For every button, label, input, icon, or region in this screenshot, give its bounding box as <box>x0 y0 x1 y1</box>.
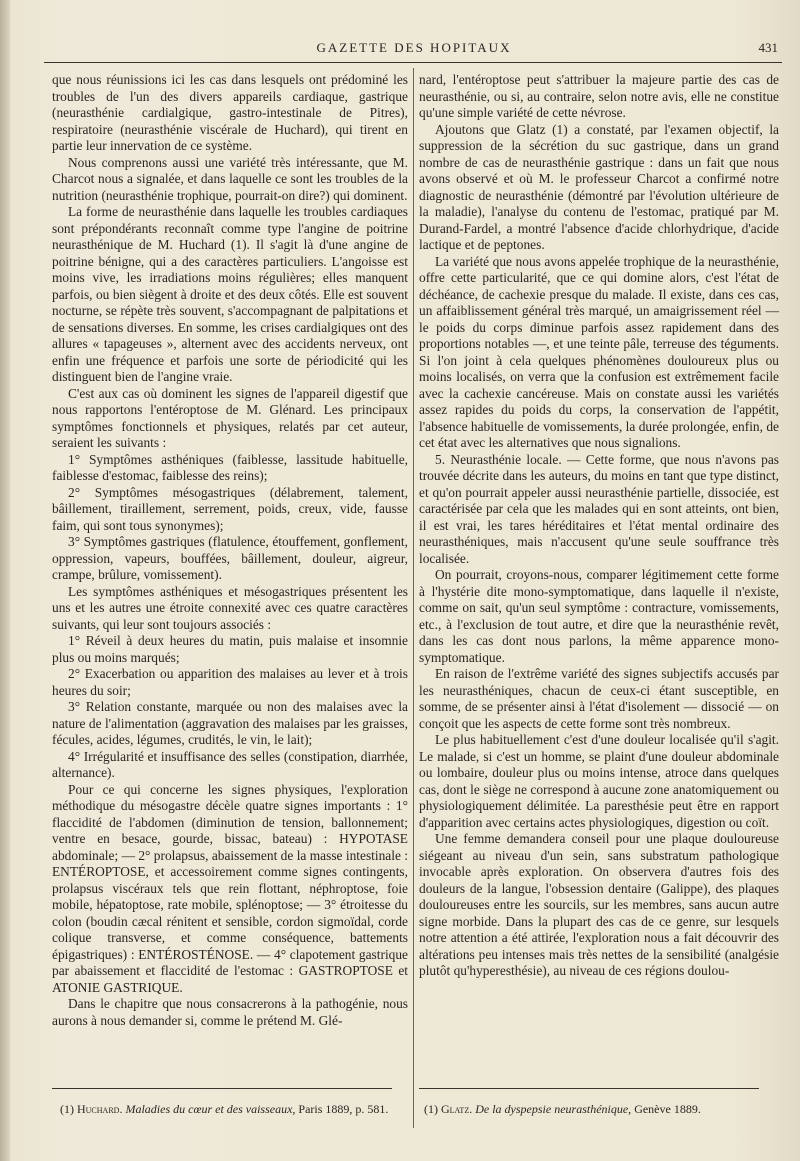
paragraph: 5. Neurasthénie locale. — Cette forme, que nous n'avons pas trouvée décrite dans les auteurs, du moins en tant que type distinct, et qu'on pourrait appeler aussi neurasthénie partielle, dissociée, est caractérisée par cela que les malades qui en sont atteints, ont bien, il est vrai, les tares héréditaires et l'état mental ordinaire des neurasthéniques, mais n'accusent qu'une seule souffrance très localisée. <box>419 451 779 566</box>
paragraph: 3° Symptômes gastriques (flatulence, étouffement, gonflement, oppression, vapeurs, bouffées, bâillement, douleur, aigreur, crampe, brûlure, vomissement). <box>52 534 408 582</box>
footnote-reference: Paris 1889, p. 581. <box>298 1102 389 1116</box>
paragraph: Une femme demandera conseil pour une plaque douloureuse siégeant au niveau d'un sein, sans substratum pathologique invocable après exploration. On observera d'autres fois des douleurs de la langue, l'obsession dentaire (Galippe), des plaques douloureuses entre les sourcils, sur les membres, sans aucun autre signe morbide. Dans la plupart des cas de ce genre, sur lesquels notre attention a été attirée, l'exploration nous a fait découvrir des altérations peu intenses mais très nettes de la sensibilité (analgésie plutôt qu'hyperesthésie), au niveau de ces régions doulou- <box>419 831 779 978</box>
footnote <box>60 1102 390 1116</box>
paragraph: Pour ce qui concerne les signes physiques, l'exploration méthodique du mésogastre décèle quatre signes importants : 1° flaccidité de l'abdomen (diminution de tension, ballonnement; ventre en besace, gourde, bissac, bateau) : HYPOTASE abdominale; — 2° prolapsus, abaissement de la masse intestinale : ENTÉROPTOSE, et accessoirement comme signes contingents, prolapsus viscéraux tels que rein flottant, néphroptose, foie mobile, hépatoptose, rate mobile, splénoptose; — 3° étroitesse du colon (boudin cæcal rénitent et sensible, cordon sigmoïdal, corde colique transverse, et comme conséquence, battements épigastriques) : ENTÉROSTÉNOSE. — 4° clapotement gastrique par abaissement et flaccidité de l'estomac : GASTROPTOSE et ATONIE GASTRIQUE. <box>52 781 408 995</box>
paragraph: En raison de l'extrême variété des signes subjectifs accusés par les neurasthéniques, chacun de ceux-ci étant susceptible, en somme, de se présenter ainsi à l'état d'isolement — dissocié — on conçoit que les aspects de cette forme sont très nombreux. <box>419 666 779 731</box>
paragraph: 2° Exacerbation ou apparition des malaises au lever et à trois heures du soir; <box>52 666 408 698</box>
footnote-rule <box>52 1088 392 1089</box>
paragraph: La forme de neurasthénie dans laquelle les troubles cardiaques sont prépondérants reconnaît comme type l'angine de poitrine neurasthénique de M. Huchard (1). Il s'agit là d'une angine de poitrine bénigne, qui a des caractères particuliers. L'angoisse est moins vive, les irradiations moins régulières; elles manquent parfois, ou bien siègent à droite et des deux côtés. Elle est souvent nocturne, se répète très souvent, s'accompagnant de palpitations et de sensations diverses. En somme, les crises cardialgiques ont des allures « tapageuses », alternent avec des accidents nerveux, ont enfin une fréquence et parfois une sorte de périodicité qui les distinguent bien de l'angine vraie. <box>52 204 408 384</box>
page-binding-edge <box>0 0 10 1161</box>
running-title: GAZETTE DES HOPITAUX <box>316 40 512 55</box>
paragraph: que nous réunissions ici les cas dans lesquels ont prédominé les troubles de l'un des divers appareils cardiaque, gastrique (neurasthénie cardialgique, gastro-intestinale de Pitres), respiratoire (neurasthénie viscérale de Huchard), qui tirent en partie leur innervation de ce système. <box>52 72 408 153</box>
footnote-reference: Genève 1889. <box>634 1102 701 1116</box>
header-rule <box>44 62 782 63</box>
paragraph: Le plus habituellement c'est d'une douleur localisée qu'il s'agit. Le malade, si c'est un homme, se plaint d'une douleur abdominale ou lombaire, douleur plus ou moins intense, atroce dans quelques cas, dont le siège ne correspond à aucune zone anatomiquement ou physiologiquement délimitée. La paresthésie peut être en rapport d'apparition avec certains actes physiologiques, digestion ou coït. <box>419 732 779 830</box>
footnote-title: Maladies du cœur et des vaisseaux, <box>125 1102 296 1116</box>
footnote-rule <box>419 1088 759 1089</box>
paragraph: Les symptômes asthéniques et mésogastriques présentent les uns et les autres une étroite connexité avec ces quatre caractères suivants, qui leur sont toujours associés : <box>52 583 408 632</box>
footnote <box>424 1102 764 1116</box>
footnote-author: (1) Glatz. <box>424 1102 473 1116</box>
paragraph: C'est aux cas où dominent les signes de l'appareil digestif que nous rapportons l'entéroptose de M. Glénard. Les principaux symptômes fonctionnels et physiques, relatés par cet auteur, seraient les suivants : <box>52 385 408 450</box>
paragraph: La variété que nous avons appelée trophique de la neurasthénie, offre cette particularité, que ce qui domine alors, c'est l'état de déchéance, de cachexie presque du malade. Il existe, dans ces cas, un affaiblissement général très marqué, un amaigrissement réel — le poids du corps diminue parfois assez rapidement dans des proportions notables —, et une teinte pâle, terreuse des téguments. Si l'on joint à cela quelques phénomènes douloureux plus ou moins localisés, on verra que la confusion est extrêmement facile avec la cachexie cancéreuse. Mais on constate aussi les variétés assez rapides du poids du corps, la conservation de l'appétit, l'absence habituelle de vomissements, la durée prolongée, enfin, de cet état avec les alternatives que nous signalions. <box>419 253 779 450</box>
paragraph: 1° Réveil à deux heures du matin, puis malaise et insomnie plus ou moins marqués; <box>52 633 408 665</box>
paragraph: Ajoutons que Glatz (1) a constaté, par l'examen objectif, la suppression de la sécrétion du suc gastrique, dans un grand nombre de cas de neurasthénie gastrique : dans un fait que nous avons observé et où M. le professeur Charcot a confirmé notre diagnostic de neurasthénie (démontré par l'évolution ultérieure de la maladie), l'analyse du contenu de l'estomac, pratiqué par M. Durand-Fardel, a montré l'absence d'acide chlorhydrique, d'acide lactique et de peptones. <box>419 121 779 252</box>
page-number: 431 <box>758 40 778 55</box>
paragraph: 2° Symptômes mésogastriques (délabrement, talement, bâillement, tiraillement, serrement, poids, creux, vide, fausse faim, qui sont tous synonymes); <box>52 484 408 533</box>
right-column <box>419 72 779 980</box>
footnote-author: (1) Huchard. <box>60 1102 123 1116</box>
paragraph: On pourrait, croyons-nous, comparer légitimement cette forme à l'hystérie dite mono-symptomatique, dans laquelle il n'existe, comme on sait, qu'un seul symptôme : contracture, vomissements, etc., à l'exclusion de tout autre, et dire que la neurasthénie revêt, dans les cas dont nous parlons, la même apparence mono-symptomatique. <box>419 567 779 665</box>
paragraph: Dans le chapitre que nous consacrerons à la pathogénie, nous aurons à nous demander si, comme le prétend M. Glé- <box>52 996 408 1028</box>
column-divider <box>413 68 414 1128</box>
paragraph: 1° Symptômes asthéniques (faiblesse, lassitude habituelle, faiblesse d'estomac, faiblesse des reins); <box>52 451 408 483</box>
left-column <box>52 72 408 1029</box>
paragraph: nard, l'entéroptose peut s'attribuer la majeure partie des cas de neurasthénie, ou si, au contraire, selon notre avis, elle ne constitue qu'une simple variété de cette névrose. <box>419 72 779 120</box>
footnote-title: De la dyspepsie neurasthénique, <box>475 1102 632 1116</box>
paragraph: 3° Relation constante, marquée ou non des malaises avec la nature de l'alimentation (aggravation des malaises par les graisses, fécules, acides, légumes, crudités, le vin, le lait); <box>52 699 408 747</box>
paragraph: Nous comprenons aussi une variété très intéressante, que M. Charcot nous a signalée, et dans laquelle ce sont les troubles de la nutrition (neurasthénie trophique, pourrait-on dire?) qui dominent. <box>52 154 408 203</box>
page-header <box>44 40 784 60</box>
paragraph: 4° Irrégularité et insuffisance des selles (constipation, diarrhée, alternance). <box>52 748 408 780</box>
